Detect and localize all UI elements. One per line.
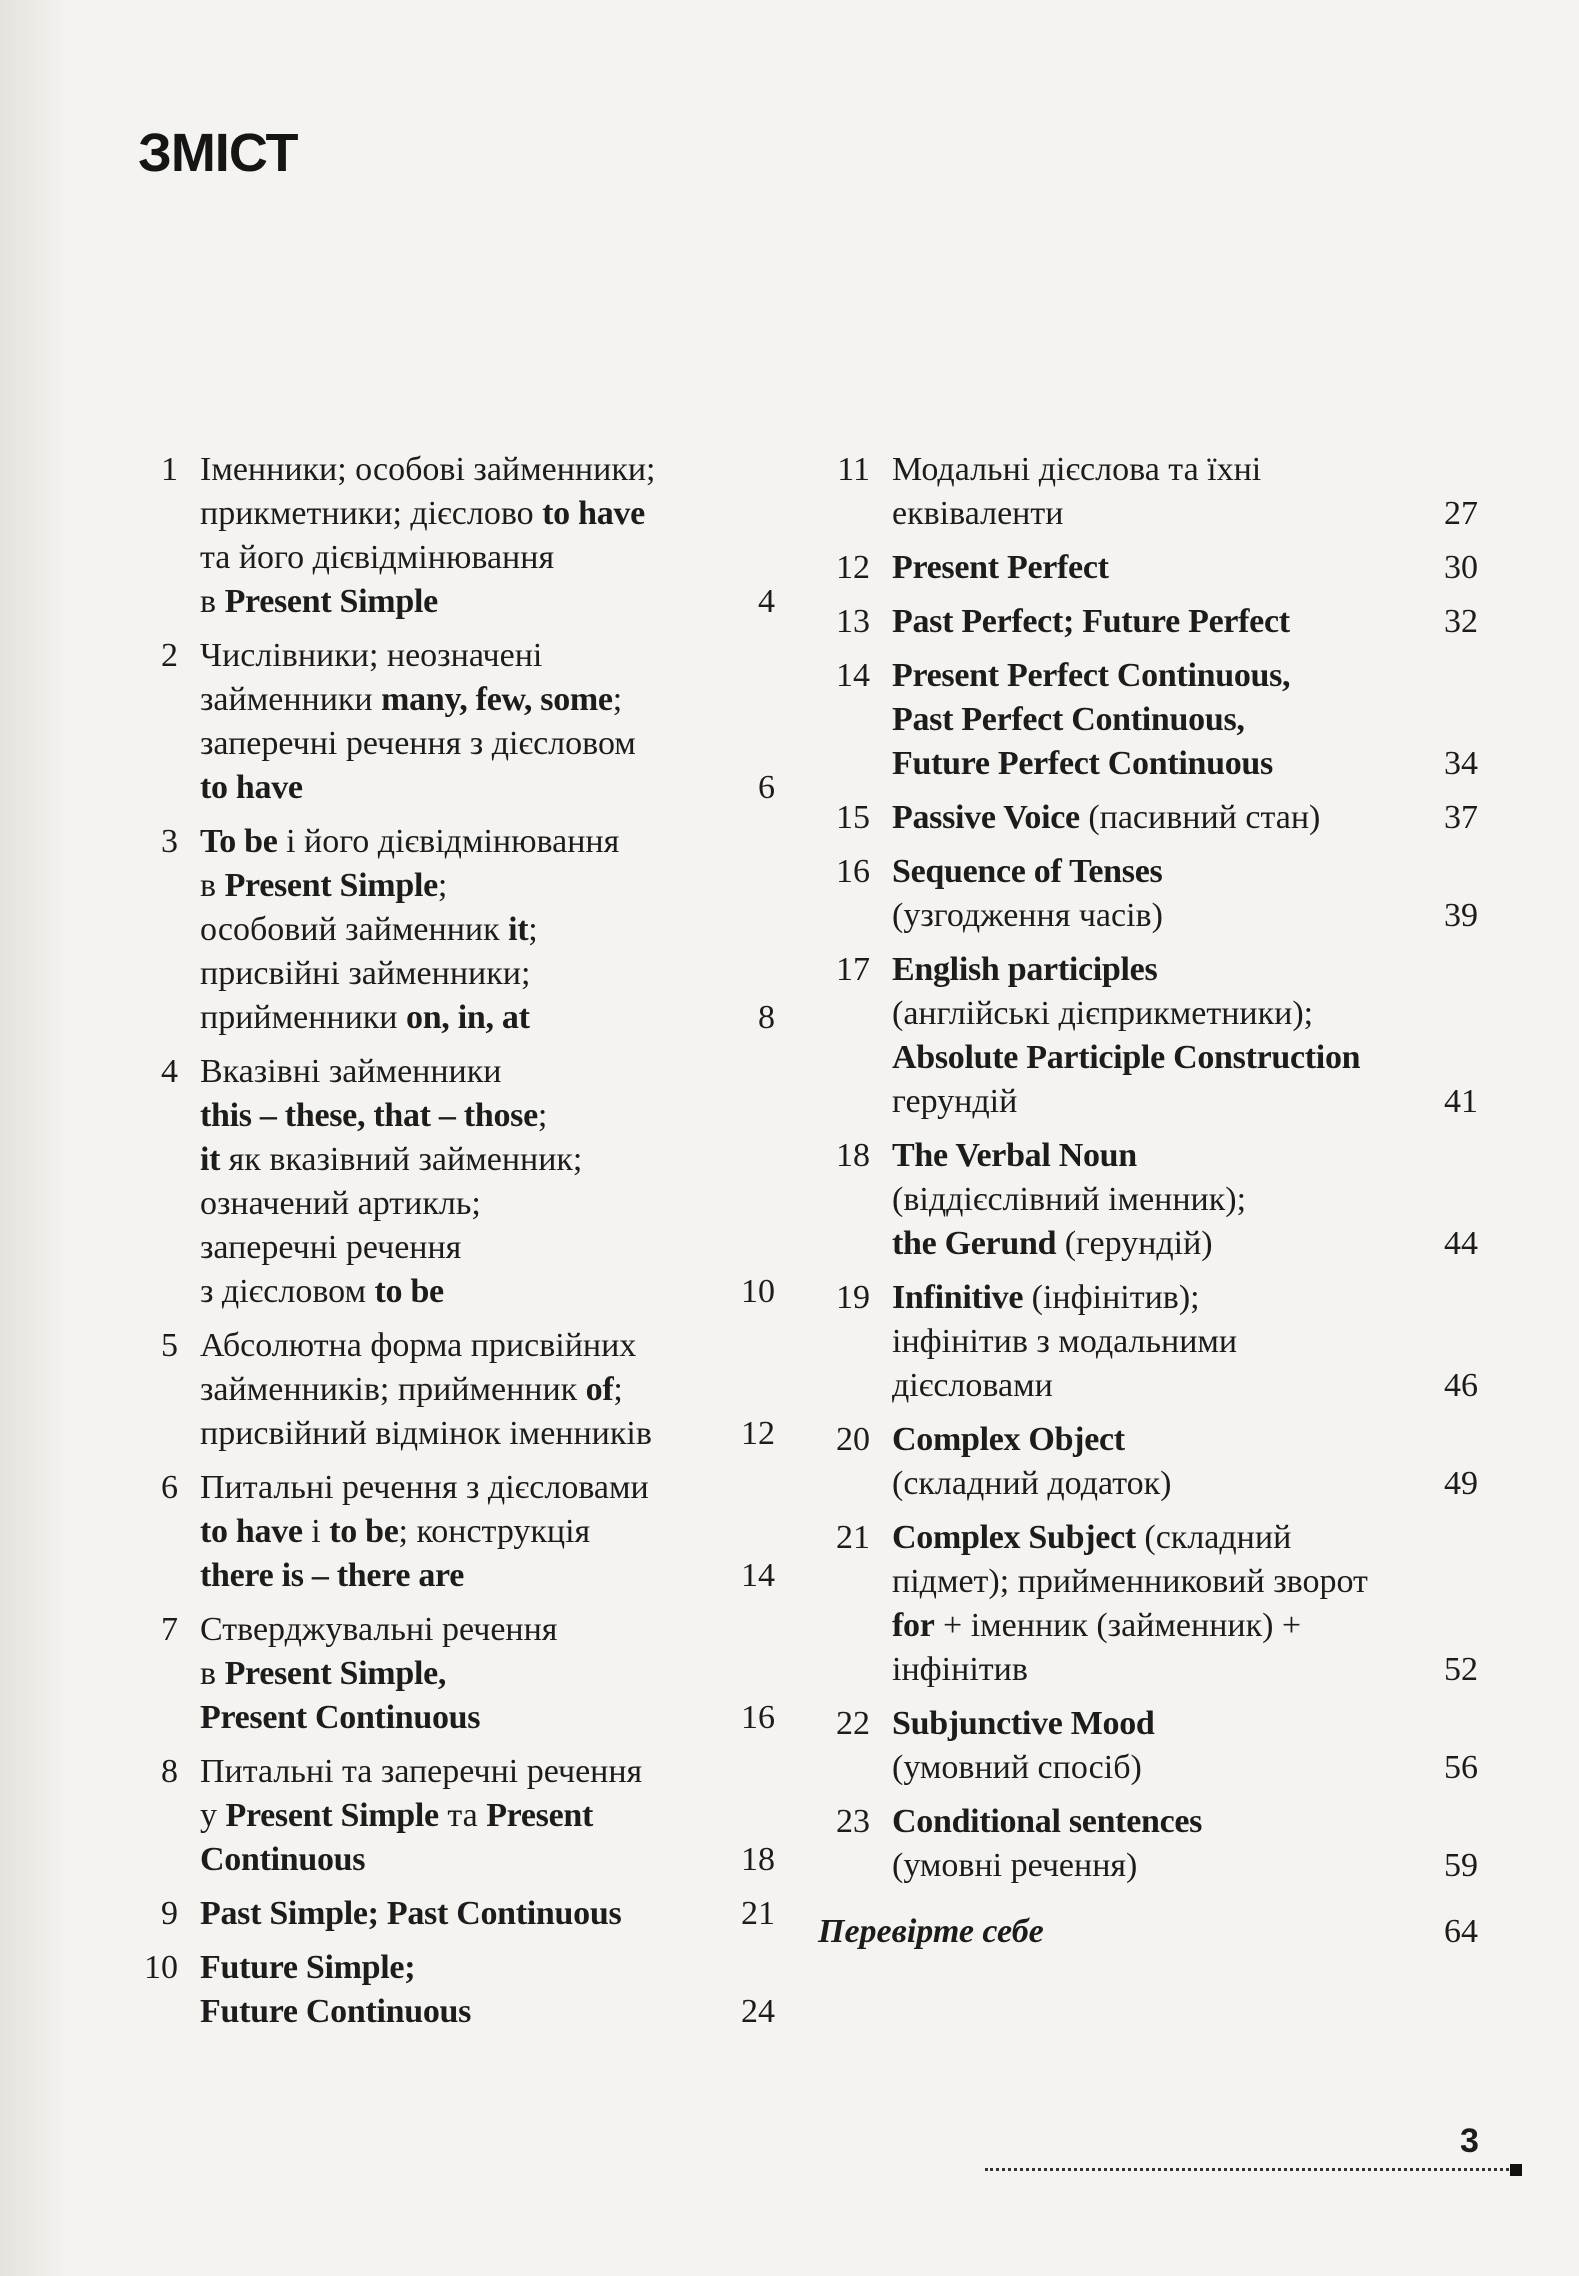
self-check-page: 64 — [1444, 1913, 1478, 1950]
page-gutter-shadow — [0, 0, 70, 2276]
toc-entry[interactable] — [818, 600, 1478, 644]
toc-entry-page: 52 — [1444, 1651, 1478, 1688]
toc-entry-number: 17 — [836, 951, 870, 988]
toc-entry-page: 16 — [741, 1699, 775, 1736]
toc-entry-page: 46 — [1444, 1367, 1478, 1404]
toc-entry-title: Модальні дієслова та їхні еквіваленти — [892, 451, 1262, 532]
toc-column-left — [130, 448, 775, 2044]
toc-entry[interactable] — [130, 1946, 775, 2034]
toc-entry[interactable] — [818, 546, 1478, 590]
toc-entry-title: Past Simple; Past Continuous — [200, 1895, 622, 1932]
toc-entry[interactable] — [130, 1050, 775, 1314]
toc-entry-page: 8 — [758, 999, 775, 1036]
toc-entry-page: 59 — [1444, 1847, 1478, 1884]
toc-entry[interactable] — [818, 1134, 1478, 1266]
toc-entry-number: 13 — [836, 603, 870, 640]
toc-entry-self-check[interactable] — [818, 1910, 1478, 1954]
toc-entry-page: 34 — [1444, 745, 1478, 782]
toc-entry-page: 41 — [1444, 1083, 1478, 1120]
toc-entry-number: 5 — [161, 1327, 178, 1364]
toc-column-right — [818, 448, 1478, 1954]
toc-entry-number: 16 — [836, 853, 870, 890]
toc-entry-number: 23 — [836, 1803, 870, 1840]
toc-entry-number: 6 — [161, 1469, 178, 1506]
toc-entry[interactable] — [130, 1608, 775, 1740]
toc-entry-title: To be і його дієвідмінювання в Present Simple; особовий займенник it; присвійні займенники; прийменники on, in, at — [200, 823, 620, 1036]
toc-entry-page: 49 — [1444, 1465, 1478, 1502]
toc-entry-page: 12 — [741, 1415, 775, 1452]
toc-entry[interactable] — [818, 448, 1478, 536]
toc-entry-number: 19 — [836, 1279, 870, 1316]
toc-entry-page: 6 — [758, 769, 775, 806]
toc-entry-title: The Verbal Noun (віддієслівний іменник); the Gerund (герундій) — [892, 1137, 1247, 1262]
toc-entry-number: 4 — [161, 1053, 178, 1090]
toc-entry-title: Стверджувальні речення в Present Simple, Present Continuous — [200, 1611, 558, 1736]
toc-entry-title: Числівники; неозначені займенники many, few, some; заперечні речення з дієсловом to have — [200, 637, 636, 806]
toc-entry[interactable] — [130, 820, 775, 1040]
toc-entry[interactable] — [818, 1800, 1478, 1888]
footer-dotted-rule — [985, 2168, 1515, 2171]
toc-entry-number: 14 — [836, 657, 870, 694]
toc-entry-page: 56 — [1444, 1749, 1478, 1786]
toc-entry-page: 44 — [1444, 1225, 1478, 1262]
toc-entry-page: 24 — [741, 1993, 775, 2030]
toc-entry-title: Present Perfect Continuous, Past Perfect Continuous, Future Perfect Continuous — [892, 657, 1291, 782]
toc-entry-number: 21 — [836, 1519, 870, 1556]
toc-entry-page: 39 — [1444, 897, 1478, 934]
toc-entry-title: Питальні та заперечні речення у Present Simple та Present Continuous — [200, 1753, 643, 1878]
toc-entry-number: 15 — [836, 799, 870, 836]
toc-entry-number: 18 — [836, 1137, 870, 1174]
toc-entry-title: Subjunctive Mood (умовний спосіб) — [892, 1705, 1155, 1786]
toc-entry-page: 21 — [741, 1895, 775, 1932]
toc-entry-page: 14 — [741, 1557, 775, 1594]
toc-entry[interactable] — [818, 1702, 1478, 1790]
toc-entry-title: Past Perfect; Future Perfect — [892, 603, 1290, 640]
toc-entry-page: 30 — [1444, 549, 1478, 586]
toc-entry[interactable] — [818, 1516, 1478, 1692]
footer-square-marker — [1510, 2164, 1522, 2176]
toc-entry-title: Present Perfect — [892, 549, 1109, 586]
toc-entry-page: 4 — [758, 583, 775, 620]
toc-entry[interactable] — [818, 796, 1478, 840]
toc-entry[interactable] — [130, 634, 775, 810]
toc-entry[interactable] — [130, 1750, 775, 1882]
toc-entry-number: 11 — [837, 451, 870, 488]
toc-entry-number: 10 — [144, 1949, 178, 1986]
toc-entry-page: 37 — [1444, 799, 1478, 836]
self-check-label: Перевірте себе — [818, 1913, 1044, 1950]
toc-right-list — [818, 448, 1478, 1888]
toc-entry-title: Іменники; особові займенники; прикметники; дієслово to have та його дієвідмінювання в Present Simple — [200, 451, 656, 620]
toc-entry-number: 22 — [836, 1705, 870, 1742]
toc-entry-title: Conditional sentences (умовні речення) — [892, 1803, 1203, 1884]
toc-entry[interactable] — [130, 448, 775, 624]
toc-entry[interactable] — [130, 1892, 775, 1936]
toc-entry-title: Sequence of Tenses (узгодження часів) — [892, 853, 1163, 934]
toc-entry[interactable] — [818, 850, 1478, 938]
toc-entry[interactable] — [818, 1418, 1478, 1506]
toc-entry-number: 3 — [161, 823, 178, 860]
toc-entry-number: 2 — [161, 637, 178, 674]
toc-entry-title: Infinitive (інфінітив); інфінітив з модальними дієсловами — [892, 1279, 1238, 1404]
toc-entry-number: 9 — [161, 1895, 178, 1932]
toc-entry-number: 12 — [836, 549, 870, 586]
toc-entry-page: 32 — [1444, 603, 1478, 640]
toc-entry-title: Абсолютна форма присвійних займенників; прийменник of; присвійний відмінок іменників — [200, 1327, 652, 1452]
toc-entry[interactable] — [818, 654, 1478, 786]
toc-entry-title: Complex Subject (складний підмет); прийменниковий зворот for + іменник (займенник) + інфінітив — [892, 1519, 1368, 1688]
toc-entry-title: Вказівні займенники this – these, that – those; it як вказівний займенник; означений артикль; заперечні речення з дієсловом to be — [200, 1053, 583, 1310]
toc-entry-title: Future Simple; Future Continuous — [200, 1949, 472, 2030]
toc-entry-number: 8 — [161, 1753, 178, 1790]
toc-entry-title: English participles (англійські дієприкметники); Absolute Participle Construction герундій — [892, 951, 1361, 1120]
toc-entry-page: 18 — [741, 1841, 775, 1878]
toc-entry[interactable] — [818, 1276, 1478, 1408]
page-number: 3 — [1460, 2122, 1479, 2160]
page-title: ЗМІСТ — [138, 123, 298, 183]
toc-entry-page: 10 — [741, 1273, 775, 1310]
toc-entry-title: Passive Voice (пасивний стан) — [892, 799, 1321, 836]
toc-entry-page: 27 — [1444, 495, 1478, 532]
toc-entry-number: 1 — [161, 451, 178, 488]
toc-entry-number: 20 — [836, 1421, 870, 1458]
toc-entry[interactable] — [130, 1324, 775, 1456]
toc-entry-title: Complex Object (складний додаток) — [892, 1421, 1172, 1502]
toc-entry-number: 7 — [161, 1611, 178, 1648]
toc-entry[interactable] — [818, 948, 1478, 1124]
toc-entry-title: Питальні речення з дієсловами to have і to be; конструкція there is – there are — [200, 1469, 649, 1594]
toc-entry[interactable] — [130, 1466, 775, 1598]
